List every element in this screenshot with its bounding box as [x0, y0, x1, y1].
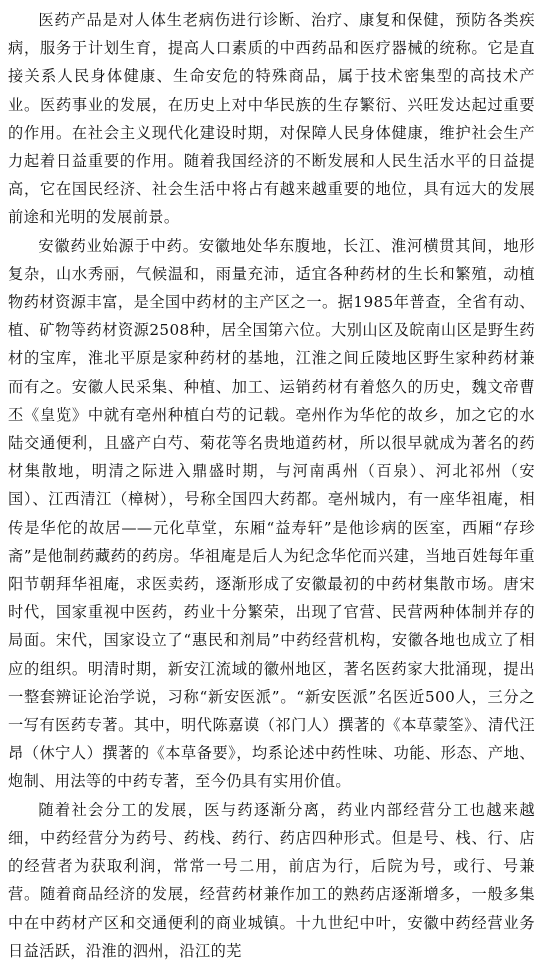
paragraph-pharma-overview: 医药产品是对人体生老病伤进行诊断、治疗、康复和保健，预防各类疾病，服务于计划生育，提高人口素质的中西药品和医疗器械的统称。它是直接关系人民身体健康、生命安危的特殊商品，属于技术密集型的高技术产业。医药事业的发展，在历史上对中华民族的生存繁衍、兴旺发达起过重要的作用。在社会主义现代化建设时期，对保障人民身体健康，维护社会生产力起着日益重要的作用。随着我国经济的不断发展和人民生活水平的日益提高，它在国民经济、社会生活中将占有越来越重要的地位，具有远大的发展前途和光明的发展前景。 — [8, 11, 535, 227]
paragraph-division-of-labor: 随着社会分工的发展，医与药逐渐分离，药业内部经营分工也越来越细，中药经营分为药号、药栈、药行、药店四种形式。但是号、栈、行、店的经营者为获取利润，常常一号二用，前店为行，后院为号，或行、号兼营。随着商品经济的发展，经营药材兼作加工的熟药店逐渐增多，一般多集中在中药材产区和交通便利的商业城镇。十九世纪中叶，安徽中药经营业务日益活跃，沿淮的泗州，沿江的芜 — [8, 800, 535, 960]
paragraph-anhui-tcm-history: 安徽药业始源于中药。安徽地处华东腹地，长江、淮河横贯其间，地形复杂，山水秀丽，气候温和，雨量充沛，适宜各种药材的生长和繁殖，动植物药材资源丰富，是全国中药材的主产区之一。据1985年普查，全省有动、植、矿物等药材资源2508种，居全国第六位。大别山区及皖南山区是野生药材的宝库，淮北平原是家种药材的基地，江淮之间丘陵地区野生家种药材兼而有之。安徽人民采集、种植、加工、运销药材有着悠久的历史，魏文帝曹丕《皇览》中就有亳州种植白芍的记载。亳州作为华佗的故乡，加之它的水陆交通便利，且盛产白芍、菊花等名贵地道药材，所以很早就成为著名的药材集散地，明清之际进入鼎盛时期，与河南禹州（百泉）、河北祁州（安国）、江西清江（樟树），号称全国四大药都。亳州城内，有一座华祖庵，相传是华佗的故居——元化草堂，东厢“益寿轩”是他诊病的医室，西厢“存珍斋”是他制药藏药的药房。华祖庵是后人为纪念华佗而兴建，当地百姓每年重阳节朝拜华祖庵，求医卖药，逐渐形成了安徽最初的中药材集散市场。唐宋时代，国家重视中医药，药业十分繁荣，出现了官营、民营两种体制并存的局面。宋代，国家设立了“惠民和剂局”中药经营机构，安徽各地也成立了相应的组织。明清时期，新安江流域的徽州地区，著名医药家大批涌现，提出一整套辨证论治学说，习称“新安医派”。“新安医派”名医近500人，三分之一写有医药专著。其中，明代陈嘉谟（祁门人）撰著的《本草蒙筌》、清代汪昂（休宁人）撰著的《本草备要》，均系论述中药性味、功能、形态、产地、炮制、用法等的中药专著，至今仍具有实用价值。 — [8, 236, 535, 791]
